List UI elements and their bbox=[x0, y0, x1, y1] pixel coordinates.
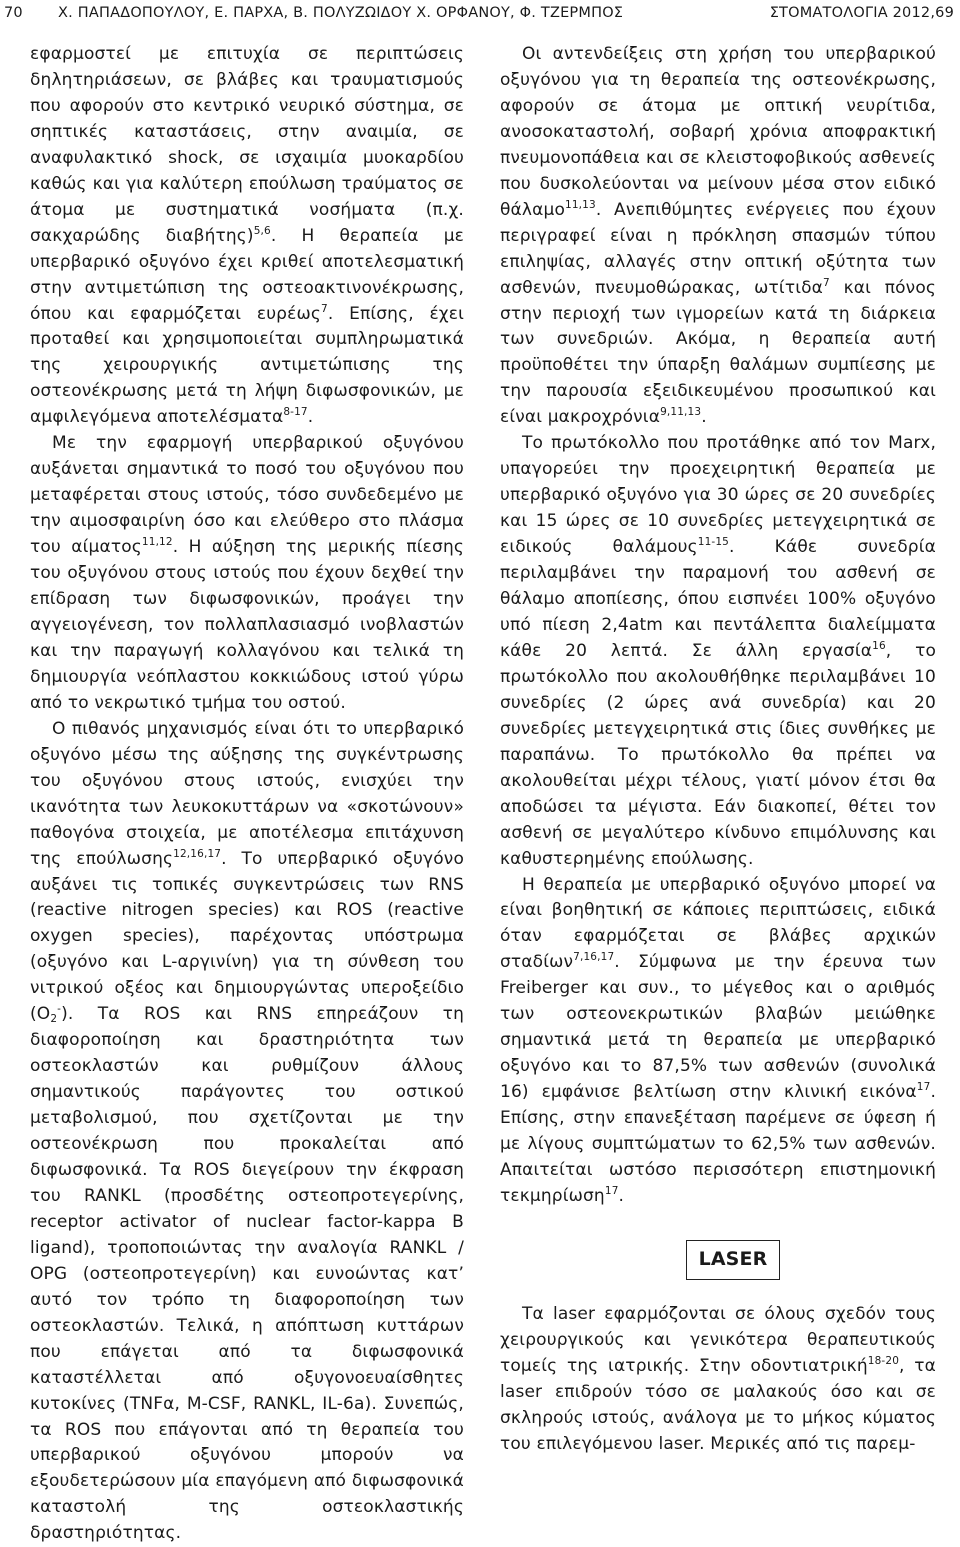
citation: 16 bbox=[872, 639, 886, 652]
citation: 7,16,17 bbox=[573, 951, 615, 964]
citation: 7 bbox=[320, 302, 328, 315]
citation: 12,16,17 bbox=[173, 847, 222, 860]
paragraph: Τα laser εφαρμόζονται σε όλους σχεδόν τους χειρουργικούς και γενικότερα θεραπευτικούς τομείς της ιατρικής. Στην οδοντιατρική$^{18-20}$, τα laser επιδρούν τόσο σε μαλακούς όσο και σε σκληρούς ιστούς, ανάλογα με το μήκος κύματος του επιλεγόμενου laser. Μερικές από τις παρεμ- bbox=[500, 1303, 936, 1454]
citation: 17 bbox=[604, 1184, 619, 1197]
running-header-authors: Χ. ΠΑΠΑΔΟΠΟΥΛΟΥ, Ε. ΠΑΡΧΑ, Β. ΠΟΛΥΖΩΙΔΟΥ Χ. ΟΡΦΑΝΟΥ, Φ. ΤΖΕΡΜΠΟΣ bbox=[58, 5, 624, 21]
citation: 7 bbox=[823, 276, 830, 289]
citation: 17 bbox=[916, 1081, 931, 1094]
paragraph: Το πρωτόκολλο που προτάθηκε από τον Marx, υπαγορεύει την προεχειρητική θεραπεία με υπερβαρικό οξυγόνο για 30 ώρες σε 20 συνεδρίες και 15 ώρες σε 10 συνεδρίες μετεγχειρητικά σε ειδικούς θαλάμους$^{11-15}$. Κάθε συνεδρία περιλαμβάνει την παραμονή του ασθενή σε θάλαμο αποπίεσης, όπου εισπνέει 100% οξυγόνο υπό πίεση 2,4atm και πεντάλεπτα διαλείμματα κάθε 20 λεπτά. Σε άλλη εργασία$^{16}$, το πρωτόκολλο που ακολουθήθηκε περιλαμβάνει 10 συνεδρίες (2 ώρες ανά συνεδρία) και 20 συνεδρίες μετεγχειρητικά στις ίδιες συνθήκες με παραπάνω. Το πρωτόκολλο θα πρέπει να ακολουθείται μέχρι τέλους, γιατί μόνον έτσι θα αποδώσει τα μέγιστα. Εάν διακοπεί, θέτει τον ασθενή σε μεγαλύτερο κίνδυνο επιμόλυνσης και καθυστερημένης επούλωσης. bbox=[500, 433, 937, 869]
running-header-journal: ΣΤΟΜΑΤΟΛΟΓΙΑ 2012,69 bbox=[769, 5, 954, 21]
running-header bbox=[0, 0, 960, 30]
section-heading-laser: LASER bbox=[686, 1240, 780, 1280]
left-column bbox=[30, 42, 464, 1547]
superscript: - bbox=[57, 1003, 62, 1016]
citation: 11-15 bbox=[697, 536, 730, 549]
subscript: 2 bbox=[50, 1013, 58, 1026]
right-column bbox=[500, 42, 936, 1458]
citation: 18-20 bbox=[867, 1354, 900, 1367]
paragraph: Η θεραπεία με υπερβαρικό οξυγόνο μπορεί να είναι βοηθητική σε κάποιες περιπτώσεις, ειδικά όταν εφαρμόζεται σε βλάβες αρχικών σταδίων$^{7,16,17}$. Σύμφωνα με την έρευνα των Freiberger και συν., το μέγεθος και ο αριθμός των οστεονεκρωτικών βλαβών μειώθηκε σημαντικά μετά τη θεραπεία με υπερβαρικό οξυγόνο και το 87,5% των ασθενών (συνολικά 16) εμφάνισε βελτίωση στην κλινική εικόνα$^{17}$. Επίσης, στην επανεξέταση παρέμενε σε ύφεση ή με λίγους συμπτώματων το 62,5% των ασθενών. Απαιτείται ωστόσο περισσότερη επιστημονική τεκμηρίωση$^{17}$. bbox=[500, 874, 936, 1206]
citation: 5,6 bbox=[253, 224, 271, 237]
citation: 11,13 bbox=[565, 198, 596, 211]
citation: 9,11,13 bbox=[660, 406, 702, 419]
paragraph: εφαρμοστεί με επιτυχία σε περιπτώσεις δηλητηριάσεων, σε βλάβες και τραυματισμούς που αφορούν στο κεντρικό νευρικό σύστημα, σε σηπτικές καταστάσεις, στην αναιμία, σε αναφυλακτικό shock, σε ισχαιμία μυοκαρδίου καθώς και για καλύτερη επούλωση τραύματος σε άτομα με συστηματικά νοσήματα (π.χ. σακχαρώδης διαβήτης)$^{5,6}$. Η θεραπεία με υπερβαρικό οξυγόνο έχει κριθεί αποτελεσματική στην αντιμετώπιση της οστεοακτινονέκρωσης, όπου και εφαρμόζεται ευρέως$^7$. Επίσης, έχει προταθεί και χρησιμοποιείται συμπληρωματικά της χειρουργικής αντιμετώπισης της οστεονέκρωσης μετά τη λήψη διφωσφονικών, με αμφιλεγόμενα αποτελέσματα$^{8-17}$. bbox=[30, 44, 465, 428]
paragraph: Οι αντενδείξεις στη χρήση του υπερβαρικού οξυγόνου για τη θεραπεία της οστεονέκρωσης, αφορούν σε άτομα με οπτική νευρίτιδα, ανοσοκαταστολή, σοβαρή χρόνια αποφρακτική πνευμονοπάθεια και σε κλειστοφοβικούς ασθενείς που δυσκολεύονται να μείνουν μέσα στον ειδικό θάλαμο$^{11,13}$. Ανεπιθύμητες ενέργειες που έχουν περιγραφεί είναι η πρόκληση σπασμών τύπου επιληψίας, αλλαγές στην οπτική οξύτητα των ασθενών, πνευμοθώρακας, ωτίτιδα$^7$ και πόνος στην περιοχή των ιγμορείων κατά τη διάρκεια των συνεδριών. Ακόμα, η θεραπεία αυτή προϋποθέτει την ύπαρξη θαλάμων συμπίεσης με την παρουσία εξειδικευμένου προσωπικού και είναι μακροχρόνια$^{9,11,13}$. bbox=[500, 44, 936, 428]
paragraph: Με την εφαρμογή υπερβαρικού οξυγόνου αυξάνεται σημαντικά το ποσό του οξυγόνου που μεταφέρεται στους ιστούς, τόσο συνδεδεμένο με την αιμοσφαιρίνη όσο και ελεύθερο στο πλάσμα του αίματος$^{11,12}$. Η αύξηση της μερικής πίεσης του οξυγόνου στους ιστούς που έχουν δεχθεί την επίδραση των διφωσφονικών, προάγει την αγγειογένεση, τον πολλαπλασιασμό ινοβλαστών και την παραγωγή κολλαγόνου και τελικά τη δημιουργία νεόπλαστου κοκκιώδους ιστού γύρω από το νεκρωτικό τμήμα του οστού. bbox=[30, 433, 464, 713]
paragraph: Ο πιθανός μηχανισμός είναι ότι το υπερβαρικό οξυγόνο μέσω της αύξησης της συγκέντρωσης του οξυγόνου στους ιστούς, ενισχύει την ικανότητα των λευκοκυττάρων να «σκοτώνουν» παθογόνα στοιχεία, με αποτέλεσμα επιτάχυνση της επούλωσης$^{12,16,17}$. Το υπερβαρικό οξυγόνο αυξάνει τις τοπικές συγκεντρώσεις των RNS (reactive nitrogen species) και ROS (reactive oxygen species), παρέχοντας υπόστρωμα (οξυγόνο και L-αργινίνη) για τη σύνθεση του νιτρικού οξέος και δημιουργώντας υπεροξείδιο $(O_2^-)$. Τα ROS και RNS επηρεάζουν τη διαφοροποίηση και δραστηριότητα των οστεοκλαστών και ρυθμίζουν άλλους σημαντικούς παράγοντες του οστικού μεταβολισμού, που σχετίζονται με την οστεονέκρωση που προκαλείται από διφωσφονικά. Τα ROS διεγείρουν την έκφραση του RANKL (προσδέτης οστεοπροτεγερίνης, receptor activator of nuclear factor-kappa B ligand), τροποποιώντας την αναλογία RANKL / OPG (οστεοπροτεγερίνη) και ευνοώντας κατ’ αυτό τον τρόπο τη διαφοροποίηση των οστεοκλαστών. Τελικά, η απόπτωση κυττάρων που επάγεται από τα διφωσφονικά καταστέλλεται από οξυγονοευαίσθητες κυτοκίνες (TNFα, M-CSF, RANKL, IL-6a). Συνεπώς, τα ROS που επάγονται από τη θεραπεία του υπερβαρικού οξυγόνου μπορούν να εξουδετερώσουν μία επαγόμενη από διφωσφονικά καταστολή της οστεοκλαστικής δραστηριότητας. bbox=[30, 718, 465, 1544]
page-number: 70 bbox=[4, 5, 23, 21]
citation: 11,12 bbox=[141, 536, 173, 549]
citation: 8-17 bbox=[283, 406, 308, 419]
